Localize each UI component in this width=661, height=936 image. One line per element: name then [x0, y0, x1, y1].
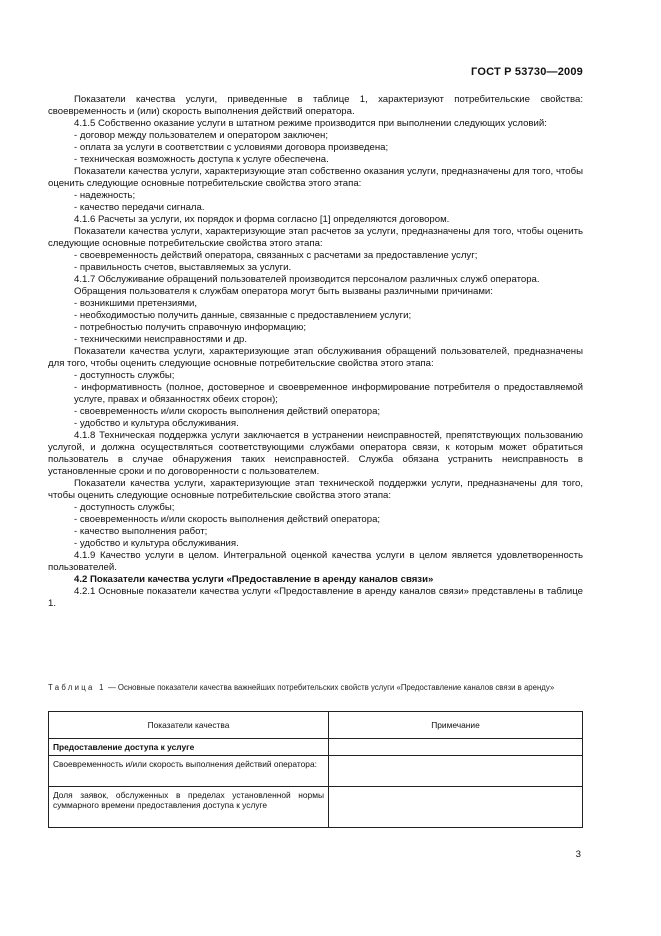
list-item: - качество выполнения работ;	[74, 526, 208, 537]
table-caption	[48, 682, 583, 693]
table-cell-indicator: Своевременность и/или скорость выполнения действий оператора:	[49, 756, 329, 787]
list-item: - доступность службы;	[74, 502, 175, 513]
list-item: - удобство и культура обслуживания.	[74, 418, 239, 429]
table-caption-label: Таблица 1	[48, 683, 106, 692]
paragraph: 4.1.8 Техническая поддержка услуги заключается в устранении неисправностей, препятствующих пользованию услугой, и должна осуществляться соответствующими службами оператора связи, к которым может обратиться пользователь в случае обнаружения таких неисправностей. Служба обязана устранить неисправность в установленные сроки и по договоренности с пользователем.	[48, 430, 583, 477]
paragraph: Показатели качества услуги, характеризующие этап собственно оказания услуги, предназначены для того, чтобы оценить следующие основные потребительские свойства этого этапа:	[48, 166, 583, 189]
document-code: ГОСТ Р 53730—2009	[471, 66, 583, 78]
table-cell-note	[329, 787, 583, 828]
paragraph: 4.1.7 Обслуживание обращений пользователей производится персоналом различных служб оператора.	[74, 274, 540, 285]
list-item: - надежность;	[74, 190, 136, 201]
list-item: - потребностью получить справочную информацию;	[74, 322, 307, 333]
list-item: - техническая возможность доступа к услуге обеспечена.	[74, 154, 329, 165]
list-item: - удобство и культура обслуживания.	[74, 538, 239, 549]
list-item: - необходимостью получить данные, связанные с предоставлением услуги;	[74, 310, 412, 321]
list-item: - своевременность и/или скорость выполнения действий оператора;	[74, 514, 381, 525]
table-cell-note	[329, 739, 583, 756]
paragraph: 4.2.1 Основные показатели качества услуги «Предоставление в аренду каналов связи» представлены в таблице 1.	[48, 586, 583, 609]
list-item: - своевременность действий оператора, связанных с расчетами за предоставление услуг;	[74, 250, 478, 261]
table-cell-indicator: Предоставление доступа к услуге	[49, 739, 329, 756]
list-item: - информативность (полное, достоверное и своевременное информирование потребителя о предоставляемой услуге, правах и обязанностях обеих сторон);	[74, 382, 583, 405]
table-cell-indicator: Доля заявок, обслуженных в пределах установленной нормы суммарного времени предоставления доступа к услуге	[49, 787, 329, 828]
paragraph: Показатели качества услуги, характеризующие этап технической поддержки услуги, предназначены для того, чтобы оценить следующие основные потребительские свойства этого этапа:	[48, 478, 583, 501]
table-cell-note	[329, 756, 583, 787]
list-item: - возникшими претензиями,	[74, 298, 198, 309]
table-row	[49, 787, 583, 828]
list-item: - доступность службы;	[74, 370, 175, 381]
section-heading: 4.2 Показатели качества услуги «Предоставление в аренду каналов связи»	[74, 574, 434, 585]
paragraph: Показатели качества услуги, приведенные в таблице 1, характеризуют потребительские свойства: своевременность и (или) скорость выполнения действий оператора.	[48, 94, 583, 117]
list-item: - оплата за услуги в соответствии с условиями договора произведена;	[74, 142, 389, 153]
table-row	[49, 756, 583, 787]
table-header-notes: Примечание	[329, 712, 583, 739]
table-header-row	[49, 712, 583, 739]
list-item: - качество передачи сигнала.	[74, 202, 205, 213]
paragraph: 4.1.9 Качество услуги в целом. Интегральной оценкой качества услуги в целом является удовлетворенность пользователей.	[48, 550, 583, 573]
paragraph: Обращения пользователя к службам оператора могут быть вызваны различными причинами:	[74, 286, 493, 297]
table-row	[49, 739, 583, 756]
paragraph: 4.1.5 Собственно оказание услуги в штатном режиме производится при выполнении следующих условий:	[74, 118, 547, 129]
list-item: - техническими неисправностями и др.	[74, 334, 248, 345]
list-item: - договор между пользователем и оператором заключен;	[74, 130, 329, 141]
body-text	[48, 94, 583, 610]
quality-indicators-table	[48, 711, 583, 828]
table-header-indicators: Показатели качества	[49, 712, 329, 739]
paragraph: 4.1.6 Расчеты за услуги, их порядок и форма согласно [1] определяются договором.	[74, 214, 450, 225]
list-item: - своевременность и/или скорость выполнения действий оператора;	[74, 406, 381, 417]
list-item: - правильность счетов, выставляемых за услуги.	[74, 262, 292, 273]
page-number: 3	[575, 849, 581, 860]
table-caption-text: — Основные показатели качества важнейших потребительских свойств услуги «Предоставление каналов связи в аренду»	[105, 683, 555, 692]
paragraph: Показатели качества услуги, характеризующие этап обслуживания обращений пользователей, предназначены для того, чтобы оценить следующие основные потребительские свойства этого этапа:	[48, 346, 583, 369]
paragraph: Показатели качества услуги, характеризующие этап расчетов за услуги, предназначены для того, чтобы оценить следующие основные потребительские свойства этого этапа:	[48, 226, 583, 249]
